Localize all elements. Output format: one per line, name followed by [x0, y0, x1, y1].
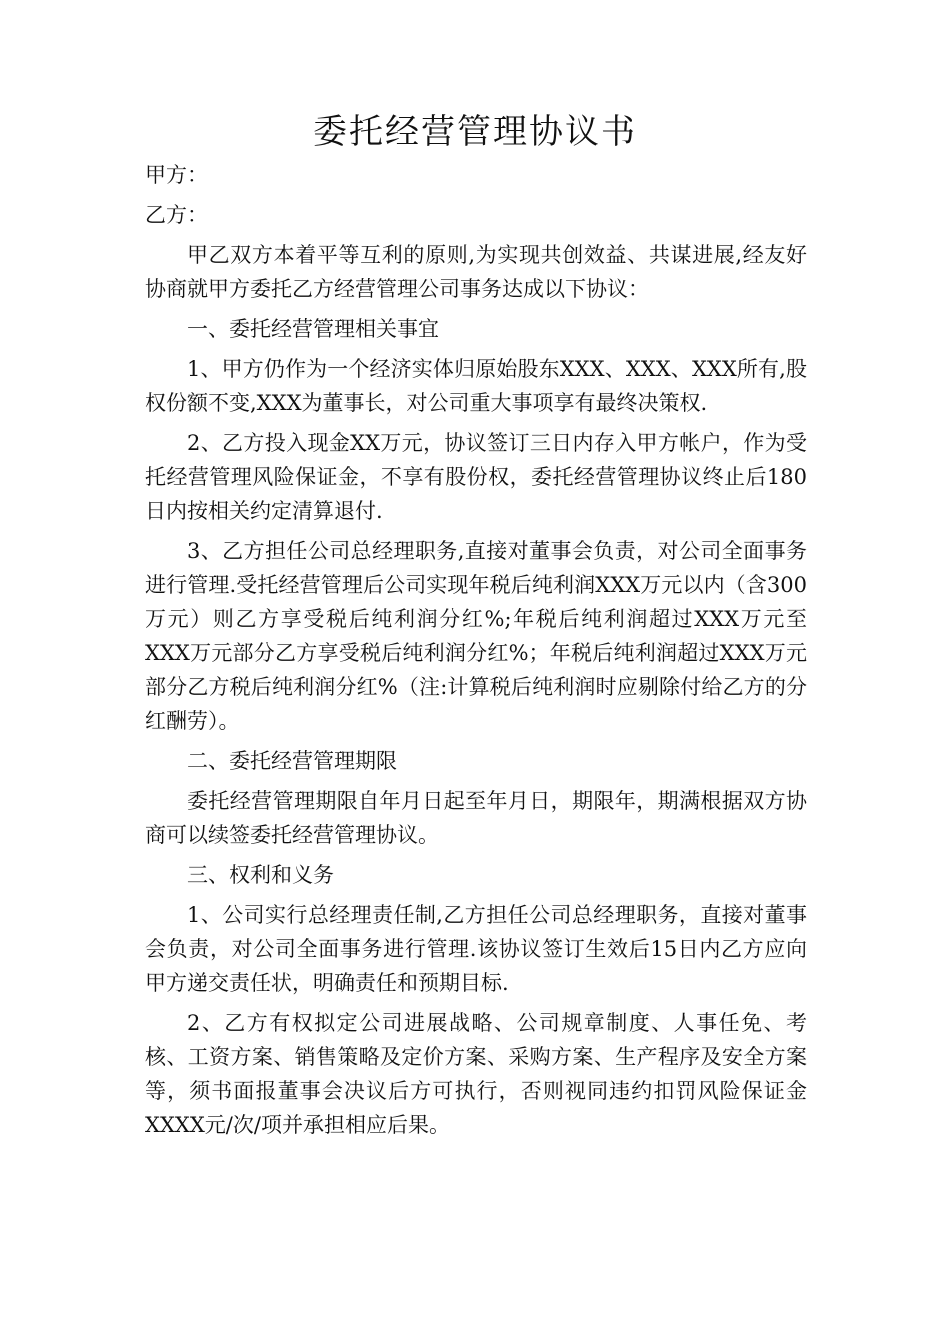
paragraph-clause-1-1: 1、甲方仍作为一个经济实体归原始股东XXX、XXX、XXX所有,股权份额不变,XXX为董事长，对公司重大事项享有最终决策权. [145, 357, 807, 415]
paragraph-clause-1-2: 2、乙方投入现金XX万元，协议签订三日内存入甲方帐户，作为受托经营管理风险保证金，不享有股份权，委托经营管理协议终止后180日内按相关约定清算退付. [145, 431, 807, 523]
section-heading-3: 三、权利和义务 [187, 863, 334, 887]
document-body [145, 158, 807, 1148]
paragraph-intro: 甲乙双方本着平等互利的原则,为实现共创效益、共谋进展,经友好协商就甲方委托乙方经营管理公司事务达成以下协议： [145, 243, 807, 301]
paragraph-term: 委托经营管理期限自年月日起至年月日，期限年，期满根据双方协商可以续签委托经营管理协议。 [145, 789, 807, 847]
section-heading-1: 一、委托经营管理相关事宜 [187, 317, 439, 341]
paragraph-clause-1-3: 3、乙方担任公司总经理职务,直接对董事会负责，对公司全面事务进行管理.受托经营管理后公司实现年税后纯利润XXX万元以内（含300万元）则乙方享受税后纯利润分红%;年税后纯利润超过XXX万元至XXX万元部分乙方享受税后纯利润分红%；年税后纯利润超过XXX万元部分乙方税后纯利润分红%（注:计算税后纯利润时应剔除付给乙方的分红酬劳）。 [145, 539, 807, 733]
paragraph-clause-3-1: 1、公司实行总经理责任制,乙方担任公司总经理职务，直接对董事会负责，对公司全面事务进行管理.该协议签订生效后15日内乙方应向甲方递交责任状，明确责任和预期目标. [145, 903, 807, 995]
section-heading-2: 二、委托经营管理期限 [187, 749, 397, 773]
paragraph-clause-3-2: 2、乙方有权拟定公司进展战略、公司规章制度、人事任免、考核、工资方案、销售策略及定价方案、采购方案、生产程序及安全方案等，须书面报董事会决议后方可执行，否则视同违约扣罚风险保证金XXXX元/次/项并承担相应后果。 [145, 1011, 807, 1137]
paragraph-party-a: 甲方： [145, 163, 208, 187]
document-title: 委托经营管理协议书 [313, 112, 637, 152]
paragraph-party-b: 乙方： [145, 203, 208, 227]
